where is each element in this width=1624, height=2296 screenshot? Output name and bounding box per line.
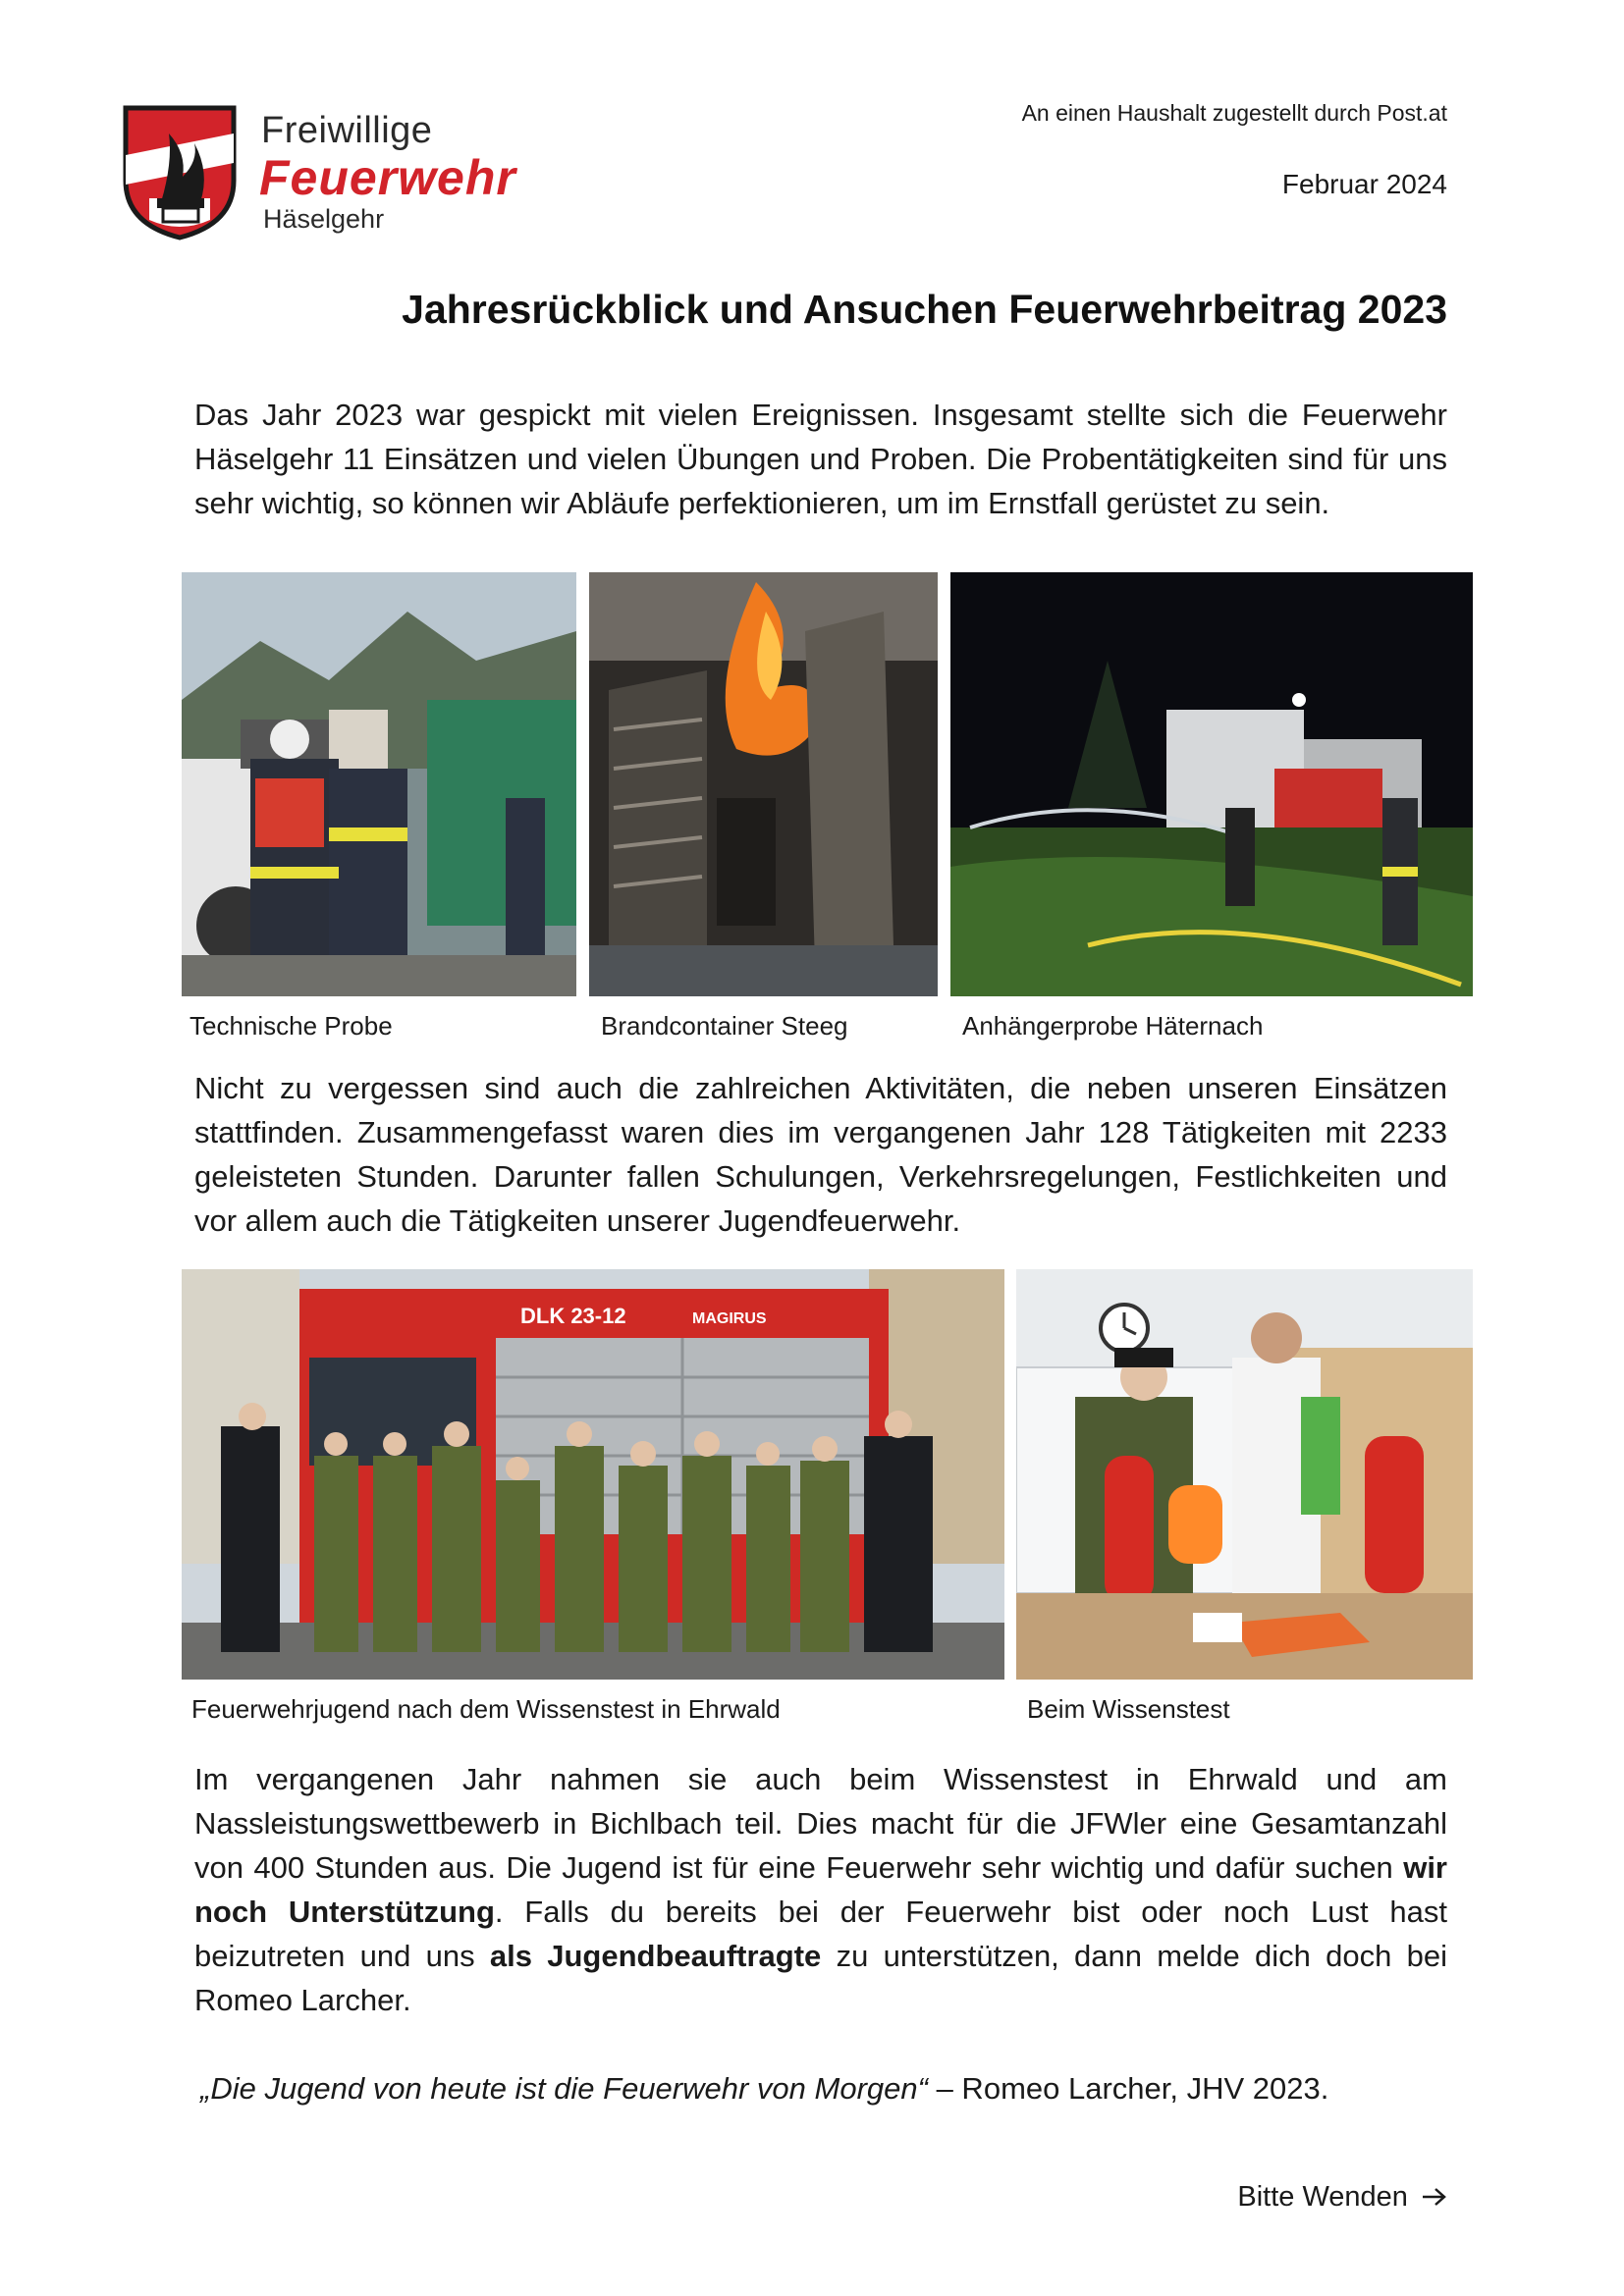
quote-attribution: – Romeo Larcher, JHV 2023. (927, 2071, 1329, 2106)
photo-technical-drill (182, 572, 576, 996)
photo-youth-group (182, 1269, 1004, 1680)
please-turn-over (1237, 2181, 1447, 2214)
photo-knowledge-test (1016, 1269, 1473, 1680)
caption-youth-group: Feuerwehrjugend nach dem Wissenstest in Ehrwald (191, 1694, 781, 1724)
arrow-right-icon (1422, 2187, 1447, 2207)
activities-paragraph: Nicht zu vergessen sind auch die zahlreichen Aktivitäten, die neben unseren Einsätzen stattfinden. Zusammengefasst waren dies im vergangenen Jahr 128 Tätigkeiten mit 2233 geleisteten Stunden. Darunter fallen Schulungen, Verkehrsregelungen, Festlichkeiten und vor allem auch die Tätigkeiten unserer Jugendfeuerwehr. (194, 1071, 1447, 1238)
truck-label: DLK 23-12 (520, 1304, 626, 1328)
truck-brand: MAGIRUS (692, 1310, 767, 1327)
pto-label: Bitte Wenden (1237, 2181, 1408, 2213)
caption-technical-drill: Technische Probe (189, 1011, 393, 1041)
youth-lead-highlight: als Jugendbeauftragte (489, 1939, 822, 1973)
brand-location: Häselgehr (263, 204, 385, 234)
brand-name-line2: Feuerwehr (259, 150, 516, 205)
issue-date: Februar 2024 (1281, 169, 1447, 199)
youth-paragraph: Im vergangenen Jahr nahmen sie auch beim Wissenstest in Ehrwald und am Nassleistungswettbewerb in Bichlbach teil. Dies macht für die JFWler eine Gesamtanzahl von 400 Stunden aus. Die Jugend ist für eine Feuerwehr sehr wichtig und dafür suchen wir noch Unterstützung. Falls du bereits bei der Feuerwehr bist oder noch Lust hast beizutreten und uns als Jugendbeauftragte zu unterstützen, dann melde dich doch bei Romeo Larcher. (194, 1762, 1447, 2017)
quote (200, 2071, 1328, 2107)
quote-text: „Die Jugend von heute ist die Feuerwehr von Morgen“ (200, 2071, 928, 2106)
caption-knowledge-test: Beim Wissenstest (1027, 1694, 1230, 1724)
fire-brigade-logo (122, 104, 238, 241)
caption-trailer-drill: Anhängerprobe Häternach (962, 1011, 1264, 1041)
brand-name-line1: Freiwillige (261, 110, 433, 151)
page-title: Jahresrückblick und Ansuchen Feuerwehrbeitrag 2023 (402, 287, 1447, 332)
intro-paragraph: Das Jahr 2023 war gespickt mit vielen Ereignissen. Insgesamt stellte sich die Feuerwehr Häselgehr 11 Einsätzen und vielen Übungen und Proben. Die Probentätigkeiten sind für uns sehr wichtig, so können wir Abläufe perfektionieren, um im Ernstfall gerüstet zu sein. (194, 398, 1447, 520)
caption-fire-container: Brandcontainer Steeg (601, 1011, 848, 1041)
photo-trailer-drill (950, 572, 1473, 996)
delivery-note: An einen Haushalt zugestellt durch Post.at (1021, 100, 1447, 126)
photo-fire-container (589, 572, 938, 996)
support-highlight: wir noch Unterstützung (194, 1850, 1447, 1929)
